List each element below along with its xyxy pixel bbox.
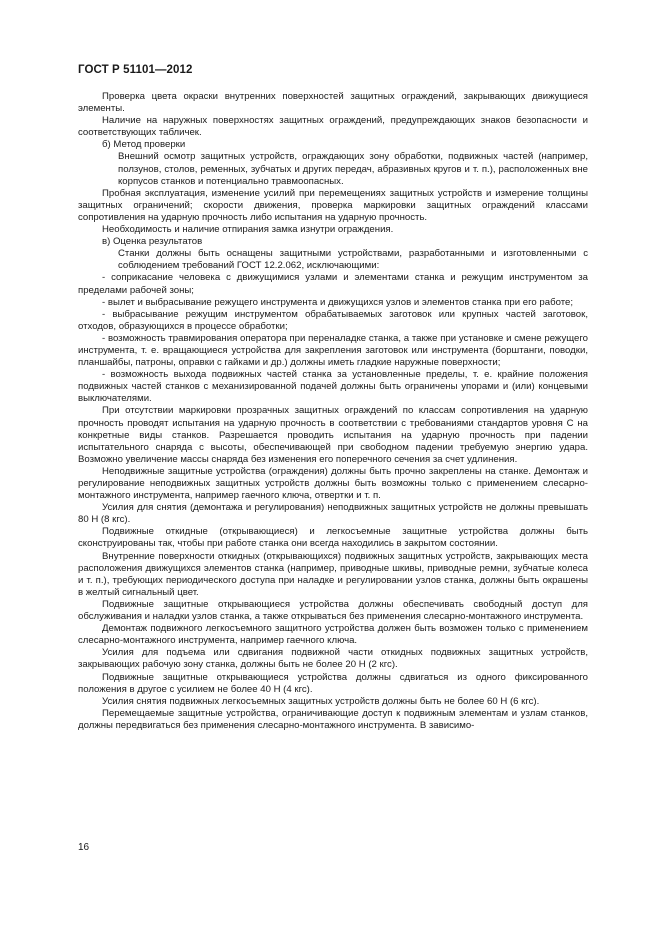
paragraph: Необходимость и наличие отпирания замка изнутри ограждения. [102,224,394,236]
paragraph: Усилия снятия подвижных легкосъемных защитных устройств должны быть не более 60 Н (6 кгс). [102,695,540,707]
paragraph: Подвижные защитные открывающиеся устройства должны сдвигаться из одного фиксированного положения в другое с усилием не более 40 Н (4 кгс). [78,671,588,695]
list-item: - соприкасание человека с движущимися узлами и элементами станка и режущим инструментом за пределами рабочей зоны; [78,272,588,296]
paragraph: Демонтаж подвижного легкосъемного защитного устройства должен быть возможен только с применением слесарно-монтажного инструмента, например гаечного ключа. [78,623,588,647]
section-heading: в) Оценка результатов [102,236,203,248]
list-item: - возможность выхода подвижных частей станка за установленные пределы, т. е. крайние положения подвижных частей станков с механизированной подачей должны быть ограничены упорами и (или) концевыми выключателями. [78,369,588,405]
paragraph: Подвижные защитные открывающиеся устройства должны обеспечивать свободный доступ для обслуживания и наладки узлов станка, а также открываться без применения слесарно-монтажного инструмента. [78,598,588,623]
page-number: 16 [78,842,90,853]
section-heading: б) Метод проверки [102,139,186,151]
paragraph: Внутренние поверхности откидных (открывающихся) подвижных защитных устройств, закрывающих места расположения движущихся элементов станка (например, приводные шкивы, приводные ремни, зубчатые колеса и т. п.), требующих периодического доступа при наладке и регулировании узлов станка, должны быть окрашены в желтый сигнальный цвет. [78,550,588,598]
paragraph: Станки должны быть оснащены защитными устройствами, разработанными и изготовленными с соблюдением требований ГОСТ 12.2.062, исключающими: [118,248,588,272]
paragraph: Пробная эксплуатация, изменение усилий при перемещениях защитных устройств и измерение толщины защитных ограничений; скорости движения, проверка маркировки защитных ограждений классами сопротивления на ударную прочность либо испытания на ударную прочность. [78,187,588,223]
paragraph: Усилия для снятия (демонтажа и регулирования) неподвижных защитных устройств не должны превышать 80 Н (8 кгс). [78,502,588,526]
list-item: - выбрасывание режущим инструментом обрабатываемых заготовок или крупных частей заготовок, отходов, образующихся в процессе обработки; [78,308,588,332]
paragraph: Проверка цвета окраски внутренних поверхностей защитных ограждений, закрывающих движущиеся элементы. [78,91,588,115]
paragraph: Неподвижные защитные устройства (ограждения) должны быть прочно закреплены на станке. Демонтаж и регулирование неподвижных защитных устройств должны быть возможны только с применением слесарно-монтажного инструмента, например гаечного ключа, отвертки и т. п. [78,465,588,502]
document-header: ГОСТ Р 51101—2012 [78,64,193,76]
paragraph: Наличие на наружных поверхностях защитных ограждений, предупреждающих знаков безопасности и соответствующих табличек. [78,115,588,139]
paragraph: При отсутствии маркировки прозрачных защитных ограждений по классам сопротивления на ударную прочность проводят испытания на ударную прочность в соответствии с требованиями стандартов уровня С на конкретные виды станков. Разрешается проводить испытания на ударную прочность при падении испытательного снаряда с высоты, обеспечивающей при свободном падении требуемую энергию удара. Возможно увеличение массы снаряда без изменения его поперечного сечения за счет удлинения. [78,405,588,465]
paragraph: Подвижные откидные (открывающиеся) и легкосъемные защитные устройства должны быть сконструированы так, чтобы при работе станка они всегда находились в закрытом состоянии. [78,526,588,550]
document-body [78,91,588,732]
paragraph: Внешний осмотр защитных устройств, ограждающих зону обработки, подвижных частей (например, ползунов, столов, ременных, зубчатых и других передач, абразивных кругов и т. п.), расположенных вне корпусов станков и потенциально травмоопасных. [118,151,588,187]
paragraph: Перемещаемые защитные устройства, ограничивающие доступ к подвижным элементам и узлам станков, должны передвигаться без применения слесарно-монтажного инструмента. В зависимо- [78,707,588,731]
list-item: - вылет и выбрасывание режущего инструмента и движущихся узлов и элементов станка при его работе; [102,296,573,308]
list-item: - возможность травмирования оператора при переналадке станка, а также при установке и смене режущего инструмента, т. е. вращающиеся устройства для закрепления заготовок или инструмента (борштанги, поводки, планшайбы, патроны, оправки с гайками и др.) должны иметь гладкие наружные поверхности; [78,332,588,369]
paragraph: Усилия для подъема или сдвигания подвижной части откидных подвижных защитных устройств, закрывающих рабочую зону станка, должны быть не более 20 Н (2 кгс). [78,647,588,671]
